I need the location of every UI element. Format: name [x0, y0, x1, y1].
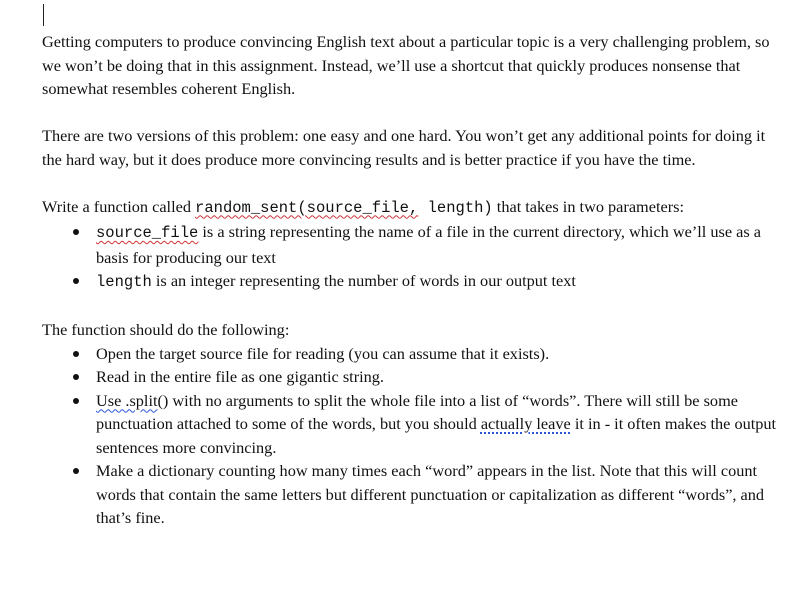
grammar-flag-text: actually leave	[480, 414, 571, 433]
function-signature-space	[418, 199, 427, 217]
split-method-text: Use .split	[96, 390, 158, 410]
versions-paragraph: There are two versions of this problem: one easy and one hard. You won’t get any additional points for doing it the hard way, but it does produce more convincing results and is better practice if you have the time.	[42, 126, 766, 169]
function-paragraph	[42, 195, 782, 221]
list-item: Open the target source file for reading (you can assume that it exists).	[42, 342, 782, 366]
list-item: Make a dictionary counting how many times each “word” appears in the list. Note that this will count words that contain the same letters but different punctuation or capitalization as different “words”, and that’s fine.	[42, 459, 782, 530]
function-intro-text: Write a function called	[42, 196, 196, 216]
param-code: source_file	[96, 224, 199, 242]
split-desc-b: it in - it often makes the output sentences more convincing.	[96, 414, 777, 457]
function-signature-arg: length)	[427, 198, 493, 217]
param-desc: is an integer representing the number of words in our output text	[151, 271, 576, 290]
function-outro-text: that takes in two parameters:	[492, 196, 684, 216]
list-item	[42, 220, 782, 269]
document-body[interactable]	[42, 30, 782, 530]
steps-intro: The function should do the following:	[42, 320, 290, 339]
parameter-list	[42, 220, 782, 295]
list-item	[42, 389, 782, 460]
text-cursor	[43, 4, 44, 26]
list-item: Read in the entire file as one gigantic string.	[42, 365, 782, 389]
param-desc: is a string representing the name of a file in the current directory, which we’ll use as a basis for producing our text	[96, 222, 762, 267]
split-desc-a: () with no arguments to split the whole file into a list of “words”. There will still be some punctuation attached to some of the words, but you should	[96, 390, 738, 433]
list-item	[42, 269, 782, 295]
function-signature-code: random_sent(source_file,	[195, 198, 419, 217]
intro-paragraph: Getting computers to produce convincing English text about a particular topic is a very challenging problem, so we won’t be doing that in this assignment. Instead, we’ll use a shortcut that quickly produces nonsense that somewhat resembles coherent English.	[42, 32, 770, 98]
steps-list	[42, 342, 782, 530]
param-code: length	[96, 273, 152, 291]
